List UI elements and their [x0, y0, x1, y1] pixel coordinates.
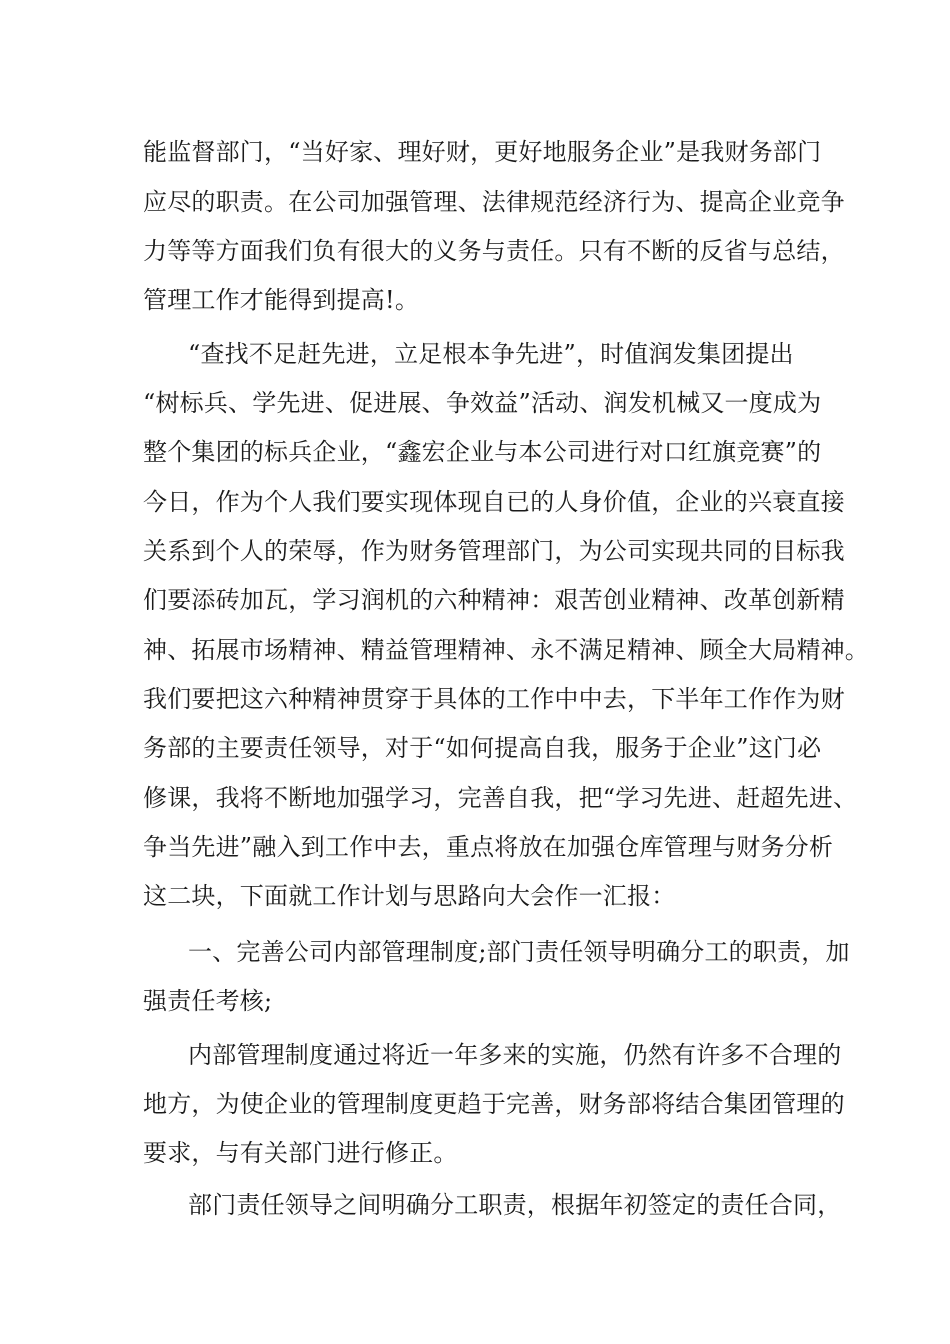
text-line: 管理工作才能得到提高!。: [143, 286, 420, 314]
text-line: 关系到个人的荣辱，作为财务管理部门，为公司实现共同的目标我: [143, 537, 845, 565]
text-line: 务部的主要责任领导，对于“如何提高自我，服务于企业”这门必: [143, 734, 822, 762]
text-line: 地方，为使企业的管理制度更趋于完善，财务部将结合集团管理的: [143, 1090, 845, 1118]
text-line: 们要添砖加瓦，学习润机的六种精神：艰苦创业精神、改革创新精: [143, 586, 845, 614]
text-line: 能监督部门，“当好家、理好财，更好地服务企业”是我财务部门: [143, 138, 822, 166]
text-line: 我们要把这六种精神贯穿于具体的工作中中去，下半年工作作为财: [143, 685, 845, 713]
text-line: 争当先进”融入到工作中去，重点将放在加强仓库管理与财务分析: [143, 833, 834, 861]
text-line: “树标兵、学先进、促进展、争效益”活动、润发机械又一度成为: [143, 389, 822, 417]
paragraph-first-line: 内部管理制度通过将近一年多来的实施，仍然有许多不合理的: [188, 1041, 842, 1069]
paragraph-first-line: 部门责任领导之间明确分工职责，根据年初签定的责任合同，: [188, 1191, 842, 1219]
text-line: 整个集团的标兵企业，“鑫宏企业与本公司进行对口红旗竞赛”的: [143, 438, 822, 466]
text-line: 今日，作为个人我们要实现体现自已的人身价值，企业的兴衰直接: [143, 488, 845, 516]
text-line: 修课，我将不断地加强学习，完善自我，把“学习先进、赶超先进、: [143, 784, 858, 812]
text-line: 要求，与有关部门进行修正。: [143, 1139, 458, 1167]
text-line: 应尽的职责。在公司加强管理、法律规范经济行为、提高企业竞争: [143, 188, 845, 216]
text-line: 力等等方面我们负有很大的义务与责任。只有不断的反省与总结，: [143, 237, 845, 265]
text-line: 神、拓展市场精神、精益管理精神、永不满足精神、顾全大局精神。: [143, 636, 869, 664]
paragraph-first-line: 一、完善公司内部管理制度;部门责任领导明确分工的职责，加: [188, 938, 850, 966]
text-line: 强责任考核;: [143, 987, 273, 1015]
text-line: 这二块，下面就工作计划与思路向大会作一汇报：: [143, 882, 676, 910]
paragraph-first-line: “查找不足赶先进，立足根本争先进”，时值润发集团提出: [188, 340, 794, 368]
